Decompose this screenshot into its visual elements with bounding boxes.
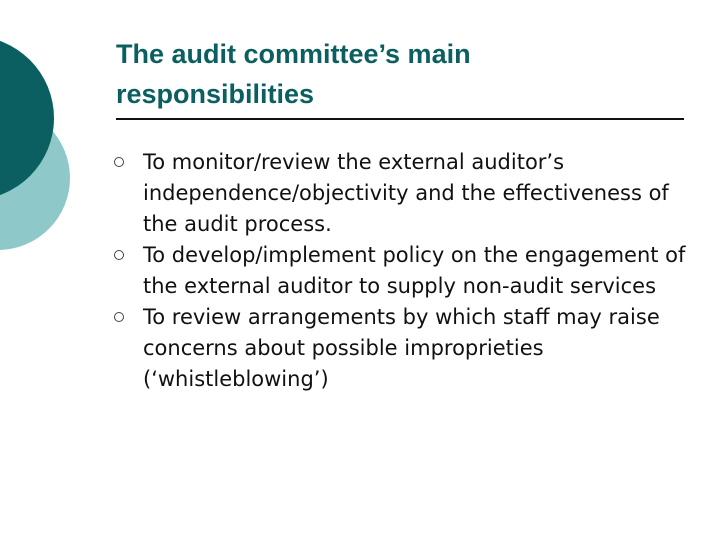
bullet-circle-icon [114,157,124,167]
bullet-text: To review arrangements by which staff may raise concerns about possible improprieties (‘whistleblowing’) [143,305,660,391]
bullet-text: To monitor/review the external auditor’s independence/objectivity and the effectiveness of the audit process. [143,150,669,236]
bullet-circle-icon [114,312,124,322]
bullet-item [110,147,690,240]
bullet-text: To develop/implement policy on the engagement of the external auditor to supply non-audit services [143,243,686,298]
bullet-circle-icon [114,250,124,260]
bullet-item [110,240,690,302]
decorative-circles [0,0,120,300]
bullet-list [110,147,690,395]
slide-title: The audit committee’s main responsibilities [116,39,471,109]
bullet-item [110,302,690,395]
title-underline [116,118,684,120]
